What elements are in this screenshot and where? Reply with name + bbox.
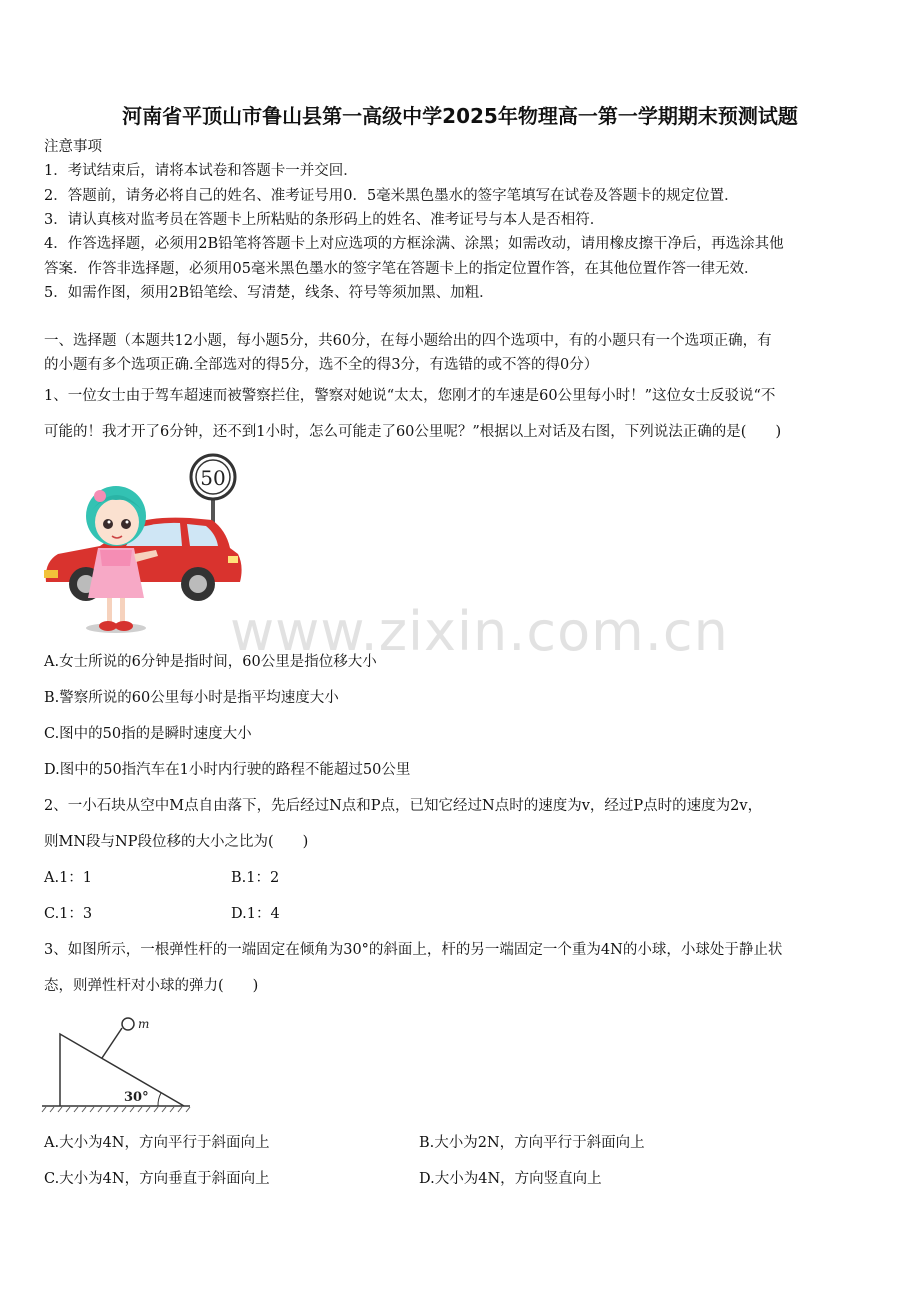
option-2c: C.1：3	[44, 906, 93, 922]
elastic-rod	[102, 1028, 122, 1058]
angle-label: 30°	[124, 1090, 149, 1105]
ball	[122, 1018, 134, 1030]
option-2d: D.1：4	[231, 906, 280, 922]
section-heading-cont: 的小题有多个选项正确.全部选对的得5分，选不全的得3分，有选错的或不答的得0分）	[44, 357, 599, 373]
question-2-text: 2、一小石块从空中M点自由落下，先后经过N点和P点，已知它经过N点时的速度为v，经过P点时的速度为2v，	[44, 798, 763, 814]
option-1d: D.图中的50指汽车在1小时内行驶的路程不能超过50公里	[44, 762, 411, 778]
question-3-text: 3、如图所示，一根弹性杆的一端固定在倾角为30°的斜面上，杆的另一端固定一个重为4N的小球，小球处于静止状	[44, 942, 783, 958]
section-heading: 一、选择题（本题共12小题，每小题5分，共60分，在每小题给出的四个选项中，有的小题只有一个选项正确，有	[44, 333, 772, 349]
notice-item: 1．考试结束后，请将本试卷和答题卡一并交回．	[44, 163, 358, 179]
option-3d: D.大小为4N，方向竖直向上	[419, 1171, 602, 1187]
question-1-text-cont: 可能的！我才开了6分钟，还不到1小时，怎么可能走了60公里呢？”根据以上对话及右图，下列说法正确的是( )	[44, 424, 782, 440]
incline-figure	[40, 1012, 200, 1118]
notice-item: 4．作答选择题，必须用2B铅笔将答题卡上对应选项的方框涂满、涂黑；如需改动，请用橡皮擦干净后，再选涂其他	[44, 236, 784, 252]
mass-label: m	[138, 1017, 150, 1031]
notice-item: 5．如需作图，须用2B铅笔绘、写清楚，线条、符号等须加黑、加粗．	[44, 285, 494, 301]
option-1b: B.警察所说的60公里每小时是指平均速度大小	[44, 690, 339, 706]
option-2a: A.1：1	[44, 870, 93, 886]
car-figure	[40, 450, 250, 640]
page-title: 河南省平顶山市鲁山县第一高级中学2025年物理高一第一学期期末预测试题	[122, 104, 798, 128]
option-3c: C.大小为4N，方向垂直于斜面向上	[44, 1171, 270, 1187]
speed-sign-label: 50	[200, 466, 226, 490]
option-3b: B.大小为2N，方向平行于斜面向上	[419, 1135, 645, 1151]
notice-item: 2．答题前，请务必将自己的姓名、准考证号用0．5毫米黑色墨水的签字笔填写在试卷及答题卡的规定位置．	[44, 188, 739, 204]
question-3-text-cont: 态，则弹性杆对小球的弹力( )	[44, 978, 259, 994]
question-2-text-cont: 则MN段与NP段位移的大小之比为( )	[44, 834, 309, 850]
incline	[60, 1034, 184, 1106]
notice-item: 3．请认真核对监考员在答题卡上所粘贴的条形码上的姓名、准考证号与本人是否相符．	[44, 212, 605, 228]
question-1-text: 1、一位女士由于驾车超速而被警察拦住，警察对她说“太太，您刚才的车速是60公里每小时！”这位女士反驳说“不	[44, 388, 776, 404]
option-1c: C.图中的50指的是瞬时速度大小	[44, 726, 252, 742]
watermark: www.zixin.com.cn	[230, 600, 729, 663]
notice-item: 答案．作答非选择题，必须用05毫米黑色墨水的签字笔在答题卡上的指定位置作答，在其他位置作答一律无效．	[44, 261, 759, 277]
notice-heading: 注意事项	[44, 139, 102, 155]
option-1a: A.女士所说的6分钟是指时间，60公里是指位移大小	[44, 654, 377, 670]
option-3a: A.大小为4N，方向平行于斜面向上	[44, 1135, 270, 1151]
option-2b: B.1：2	[231, 870, 280, 886]
